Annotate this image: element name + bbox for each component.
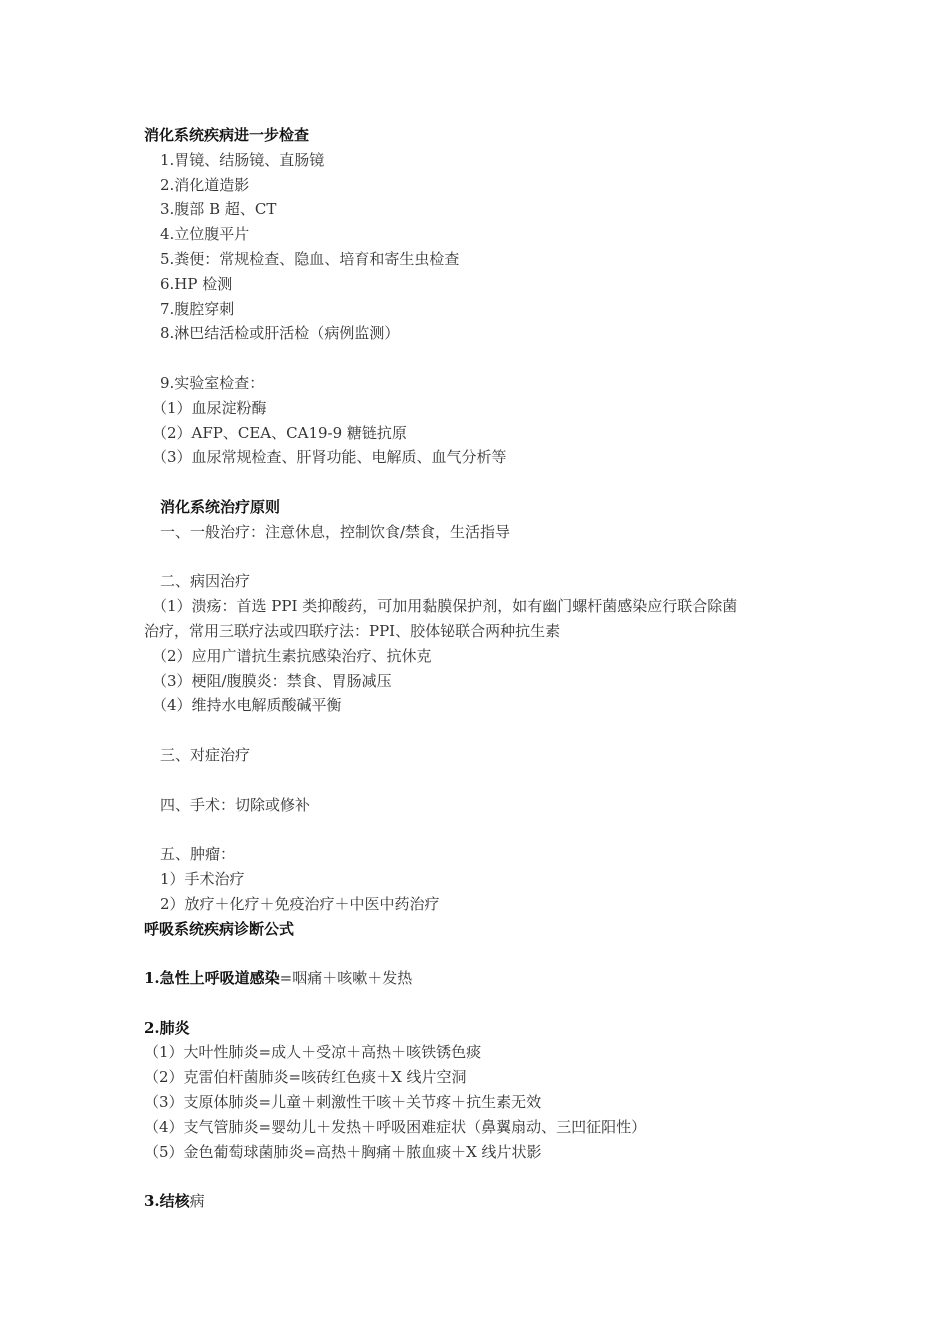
- list-item: （5）金色葡萄球菌肺炎=高热＋胸痛＋脓血痰＋X 线片状影: [144, 1142, 542, 1161]
- list-item: （4）维持水电解质酸碱平衡: [152, 696, 342, 715]
- list-item: 3.腹部 B 超、CT: [160, 200, 277, 219]
- treatment-surgery: 四、手术：切除或修补: [160, 795, 311, 814]
- list-item: （3）梗阻/腹膜炎：禁食、胃肠减压: [152, 671, 392, 690]
- spacer: [144, 545, 824, 570]
- treatment-tumor-title: 五、肿瘤：: [160, 845, 236, 864]
- respiratory-title: 呼吸系统疾病诊断公式: [144, 919, 295, 938]
- pneumonia-title: 2.肺炎: [144, 1018, 190, 1037]
- spacer: [144, 346, 824, 371]
- spacer: [144, 718, 824, 743]
- list-item: 6.HP 检测: [160, 274, 233, 293]
- tb-suffix: 病: [189, 1192, 205, 1211]
- list-item: （2）AFP、CEA、CA19-9 糖链抗原: [152, 423, 407, 442]
- spacer: [144, 817, 824, 842]
- tb-title-line: [144, 1189, 824, 1214]
- tb-label: 3.结核: [144, 1192, 190, 1211]
- lab-exam-title: 9.实验室检查：: [160, 373, 265, 392]
- treatment-symptomatic: 三、对症治疗: [160, 745, 251, 764]
- spacer: [144, 991, 824, 1016]
- digestive-exam-title: 消化系统疾病进一步检查: [144, 126, 310, 144]
- list-item: （3）血尿常规检查、肝肾功能、电解质、血气分析等: [152, 448, 507, 467]
- list-item: 1.胃镜、结肠镜、直肠镜: [160, 150, 325, 169]
- list-item: （1）溃疡：首选 PPI 类抑酸药，可加用黏膜保护剂，如有幽门螺杆菌感染应行联合除菌: [152, 597, 738, 616]
- spacer: [144, 768, 824, 793]
- list-item: 7.腹腔穿刺: [160, 299, 235, 318]
- spacer: [144, 470, 824, 495]
- list-item: 1）手术治疗: [160, 869, 245, 888]
- uri-label: 1.急性上呼吸道感染: [144, 969, 280, 988]
- list-item: 2.消化道造影: [160, 175, 250, 194]
- list-item: （2）克雷伯杆菌肺炎=咳砖红色痰＋X 线片空洞: [144, 1068, 467, 1087]
- uri-formula: =咽痛＋咳嗽＋发热: [279, 969, 413, 988]
- treatment-general: 一、一般治疗：注意休息，控制饮食/禁食，生活指导: [160, 522, 511, 541]
- list-item: （2）应用广谱抗生素抗感染治疗、抗休克: [152, 646, 432, 665]
- list-item: （1）大叶性肺炎=成人＋受凉＋高热＋咳铁锈色痰: [144, 1043, 482, 1062]
- document-page: [144, 123, 824, 1214]
- spacer: [144, 1164, 824, 1189]
- spacer: [144, 941, 824, 966]
- list-item: 2）放疗＋化疗＋免疫治疗＋中医中药治疗: [160, 894, 440, 913]
- list-item: （1）血尿淀粉酶: [152, 398, 267, 417]
- list-item: 8.淋巴结活检或肝活检（病例监测）: [160, 324, 400, 343]
- list-item-continuation: 治疗，常用三联疗法或四联疗法：PPI、胶体铋联合两种抗生素: [144, 621, 561, 640]
- list-item: 5.粪便：常规检查、隐血、培育和寄生虫检查: [160, 249, 460, 268]
- uri-formula-line: [144, 966, 824, 991]
- list-item: （4）支气管肺炎=婴幼儿＋发热＋呼吸困难症状（鼻翼扇动、三凹征阳性）: [144, 1117, 647, 1136]
- treatment-etiology-title: 二、病因治疗: [160, 572, 251, 591]
- digestive-treatment-title: 消化系统治疗原则: [160, 497, 281, 516]
- list-item: （3）支原体肺炎=儿童＋刺激性干咳＋关节疼＋抗生素无效: [144, 1093, 542, 1112]
- list-item: 4.立位腹平片: [160, 225, 250, 244]
